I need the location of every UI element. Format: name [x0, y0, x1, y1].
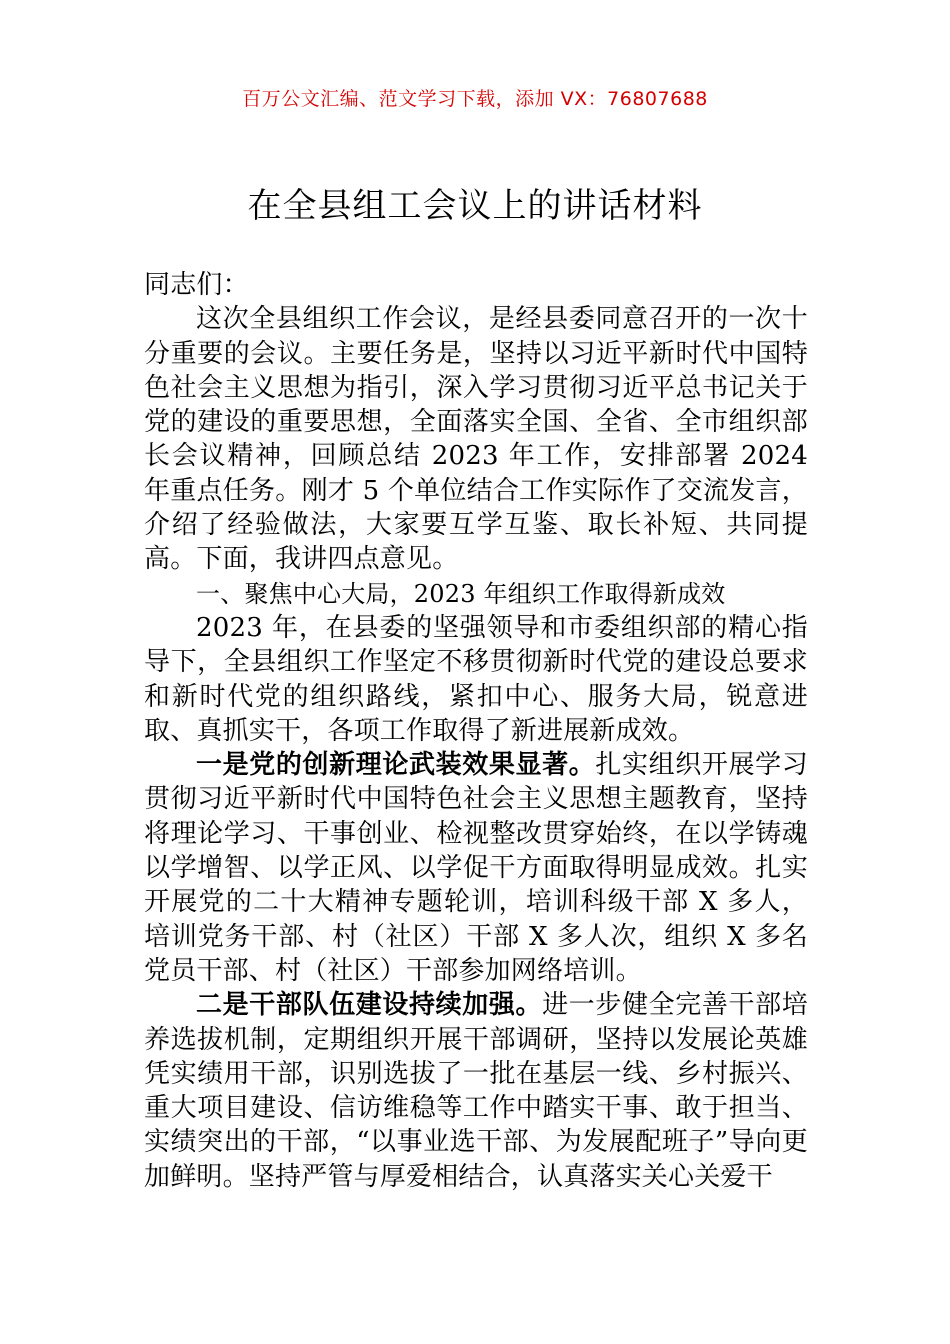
paragraph-body: 进一步健全完善干部培养选拔机制，定期组织开展干部调研，坚持以发展论英雄凭实绩用干部，识别选拔了一批在基层一线、乡村振兴、重大项目建设、信访维稳等工作中踏实干事、敢于担当、实绩突出的干部，“以事业选干部、为发展配班子”导向更加鲜明。坚持严管与厚爱相结合，认真落实关心关爱干 — [144, 990, 808, 1192]
paragraph-2023-summary: 2023 年，在县委的坚强领导和市委组织部的精心指导下，全县组织工作坚定不移贯彻新时代党的建设总要求和新时代党的组织路线，紧扣中心、服务大局，锐意进取、真抓实干，各项工作取得了新进展新成效。 — [144, 612, 808, 746]
paragraph-lead: 二是干部队伍建设持续加强。 — [196, 990, 543, 1021]
section-heading-1: 一、聚焦中心大局，2023 年组织工作取得新成效 — [196, 579, 726, 608]
paragraph-cadre-building — [144, 988, 808, 1194]
paragraph-lead: 一是党的创新理论武装效果显著。 — [196, 750, 596, 781]
paragraph-theory-arming — [144, 748, 808, 988]
paragraph-body: 扎实组织开展学习贯彻习近平新时代中国特色社会主义思想主题教育，坚持将理论学习、干事创业、检视整改贯穿始终，在以学铸魂以学增智、以学正风、以学促干方面取得明显成效。扎实开展党的二十大精神专题轮训，培训科级干部 X 多人，培训党务干部、村（社区）干部 X 多人次，组织 X 多名党员干部、村（社区）干部参加网络培训。 — [144, 750, 808, 986]
document-body — [144, 268, 808, 1194]
paragraph-intro: 这次全县组织工作会议，是经县委同意召开的一次十分重要的会议。主要任务是，坚持以习近平新时代中国特色社会主义思想为指引，深入学习贯彻习近平总书记关于党的建设的重要思想，全面落实全国、全省、全市组织部长会议精神，回顾总结 2023 年工作，安排部署 2024 年重点任务。刚才 5 个单位结合工作实际作了交流发言，介绍了经验做法，大家要互学互鉴、取长补短、共同提高。下面，我讲四点意见。 — [144, 304, 808, 575]
header-note: 百万公文汇编、范文学习下载，添加 VX：76807688 — [242, 88, 708, 110]
greeting: 同志们： — [144, 270, 249, 300]
document-title: 在全县组工会议上的讲话材料 — [247, 186, 703, 226]
